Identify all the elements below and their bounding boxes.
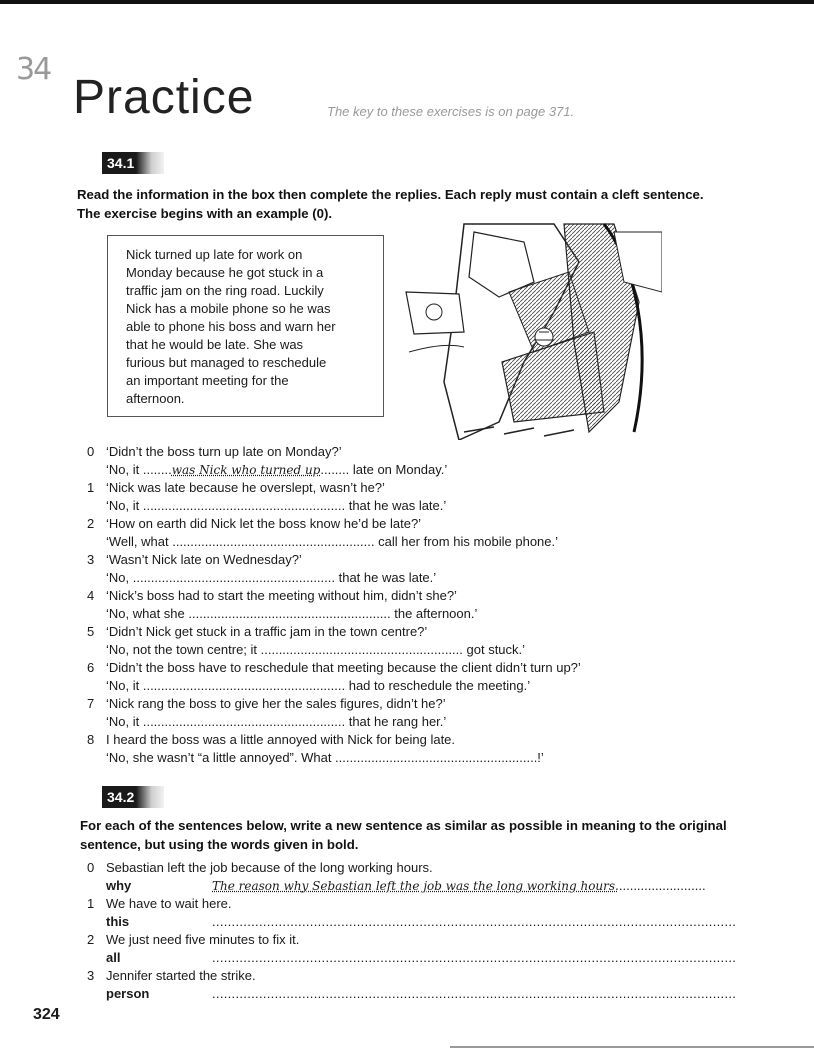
info-line: furious but managed to reschedule	[126, 355, 327, 370]
info-line: an important meeting for the	[126, 373, 289, 388]
bottom-rule	[450, 1046, 814, 1048]
info-line: able to phone his boss and warn her	[126, 319, 336, 334]
info-line: that he would be late. She was	[126, 337, 304, 352]
exercise-badge-34-1: 34.1	[102, 152, 164, 174]
info-line: afternoon.	[126, 391, 185, 406]
info-line: traffic jam on the ring road. Luckily	[126, 283, 324, 298]
info-line: Nick has a mobile phone so he was	[126, 301, 331, 316]
handwritten-answer: The reason why Sebastian left the job was the long working hours.	[212, 879, 619, 893]
exercise-1-items: 0 ‘Didn’t the boss turn up late on Monday?’ ‘No, it ........was Nick who turned up........ late on Monday.’ 1 ‘Nick was late because he overslept, wasn’t he?’ ‘No, it ........................................................ that he was late.’ 2 ‘How on earth did Nick let the boss know he’d be late?’ ‘Well, what ........................................................ call her from his mobile phone.’ 3 ‘Wasn’t Nick late on Wednesday?’ ‘No, ........................................................ that he was late.’ 4 ‘Nick’s boss had to start the meeting without him, didn’t she?’ ‘No, what she ........................................................ the afternoon.’ 5 ‘Didn’t Nick get stuck in a traffic jam in the town centre?’ ‘No, not the town centre; it ........................................................ got stuck.’ 6 ‘Didn’t the boss have to reschedule that meeting because the client didn’t turn up?’ ‘No, it ........................................................ had to reschedule the meeting.’ 7 ‘Nick rang the boss to give her the sales figures, didn’t he?’ ‘No, it ........................................................ that he rang her.’ 8 I heard the boss was a little annoyed with Nick for being late. ‘No, she wasn’t “a little annoyed”. What ........................................................!’	[87, 444, 581, 765]
exercise-1-instruction: Read the information in the box then complete the replies. Each reply must contain a cleft sentence. The exercise begins with an example (0).	[77, 187, 704, 221]
exercise-2-items: 0 Sebastian left the job because of the long working hours. why The reason why Sebastian left the job was the long working hours......................... 1 We have to wait here. this ...................................................................................................................................... 2 We just need five minutes to fix it. all ...................................................................................................................................... 3 Jennifer started the strike. person ......................................................................................................................................	[87, 860, 737, 1001]
answer-key-note: The key to these exercises is on page 371.	[327, 104, 575, 119]
info-line: Monday because he got stuck in a	[126, 265, 324, 280]
handwritten-answer: was Nick who turned up	[171, 463, 321, 477]
info-line: Nick turned up late for work on	[126, 247, 303, 262]
exercise-2-instruction: For each of the sentences below, write a new sentence as similar as possible in meaning to the original sentence, but using the words given in bold.	[80, 818, 727, 852]
top-rule	[0, 0, 814, 4]
information-box	[107, 235, 384, 417]
page-title: Practice	[73, 71, 255, 124]
page-number: 324	[33, 1006, 60, 1023]
unit-number: 34	[16, 52, 51, 87]
traffic-jam-illustration	[404, 222, 662, 440]
exercise-badge-34-2: 34.2	[102, 786, 164, 808]
